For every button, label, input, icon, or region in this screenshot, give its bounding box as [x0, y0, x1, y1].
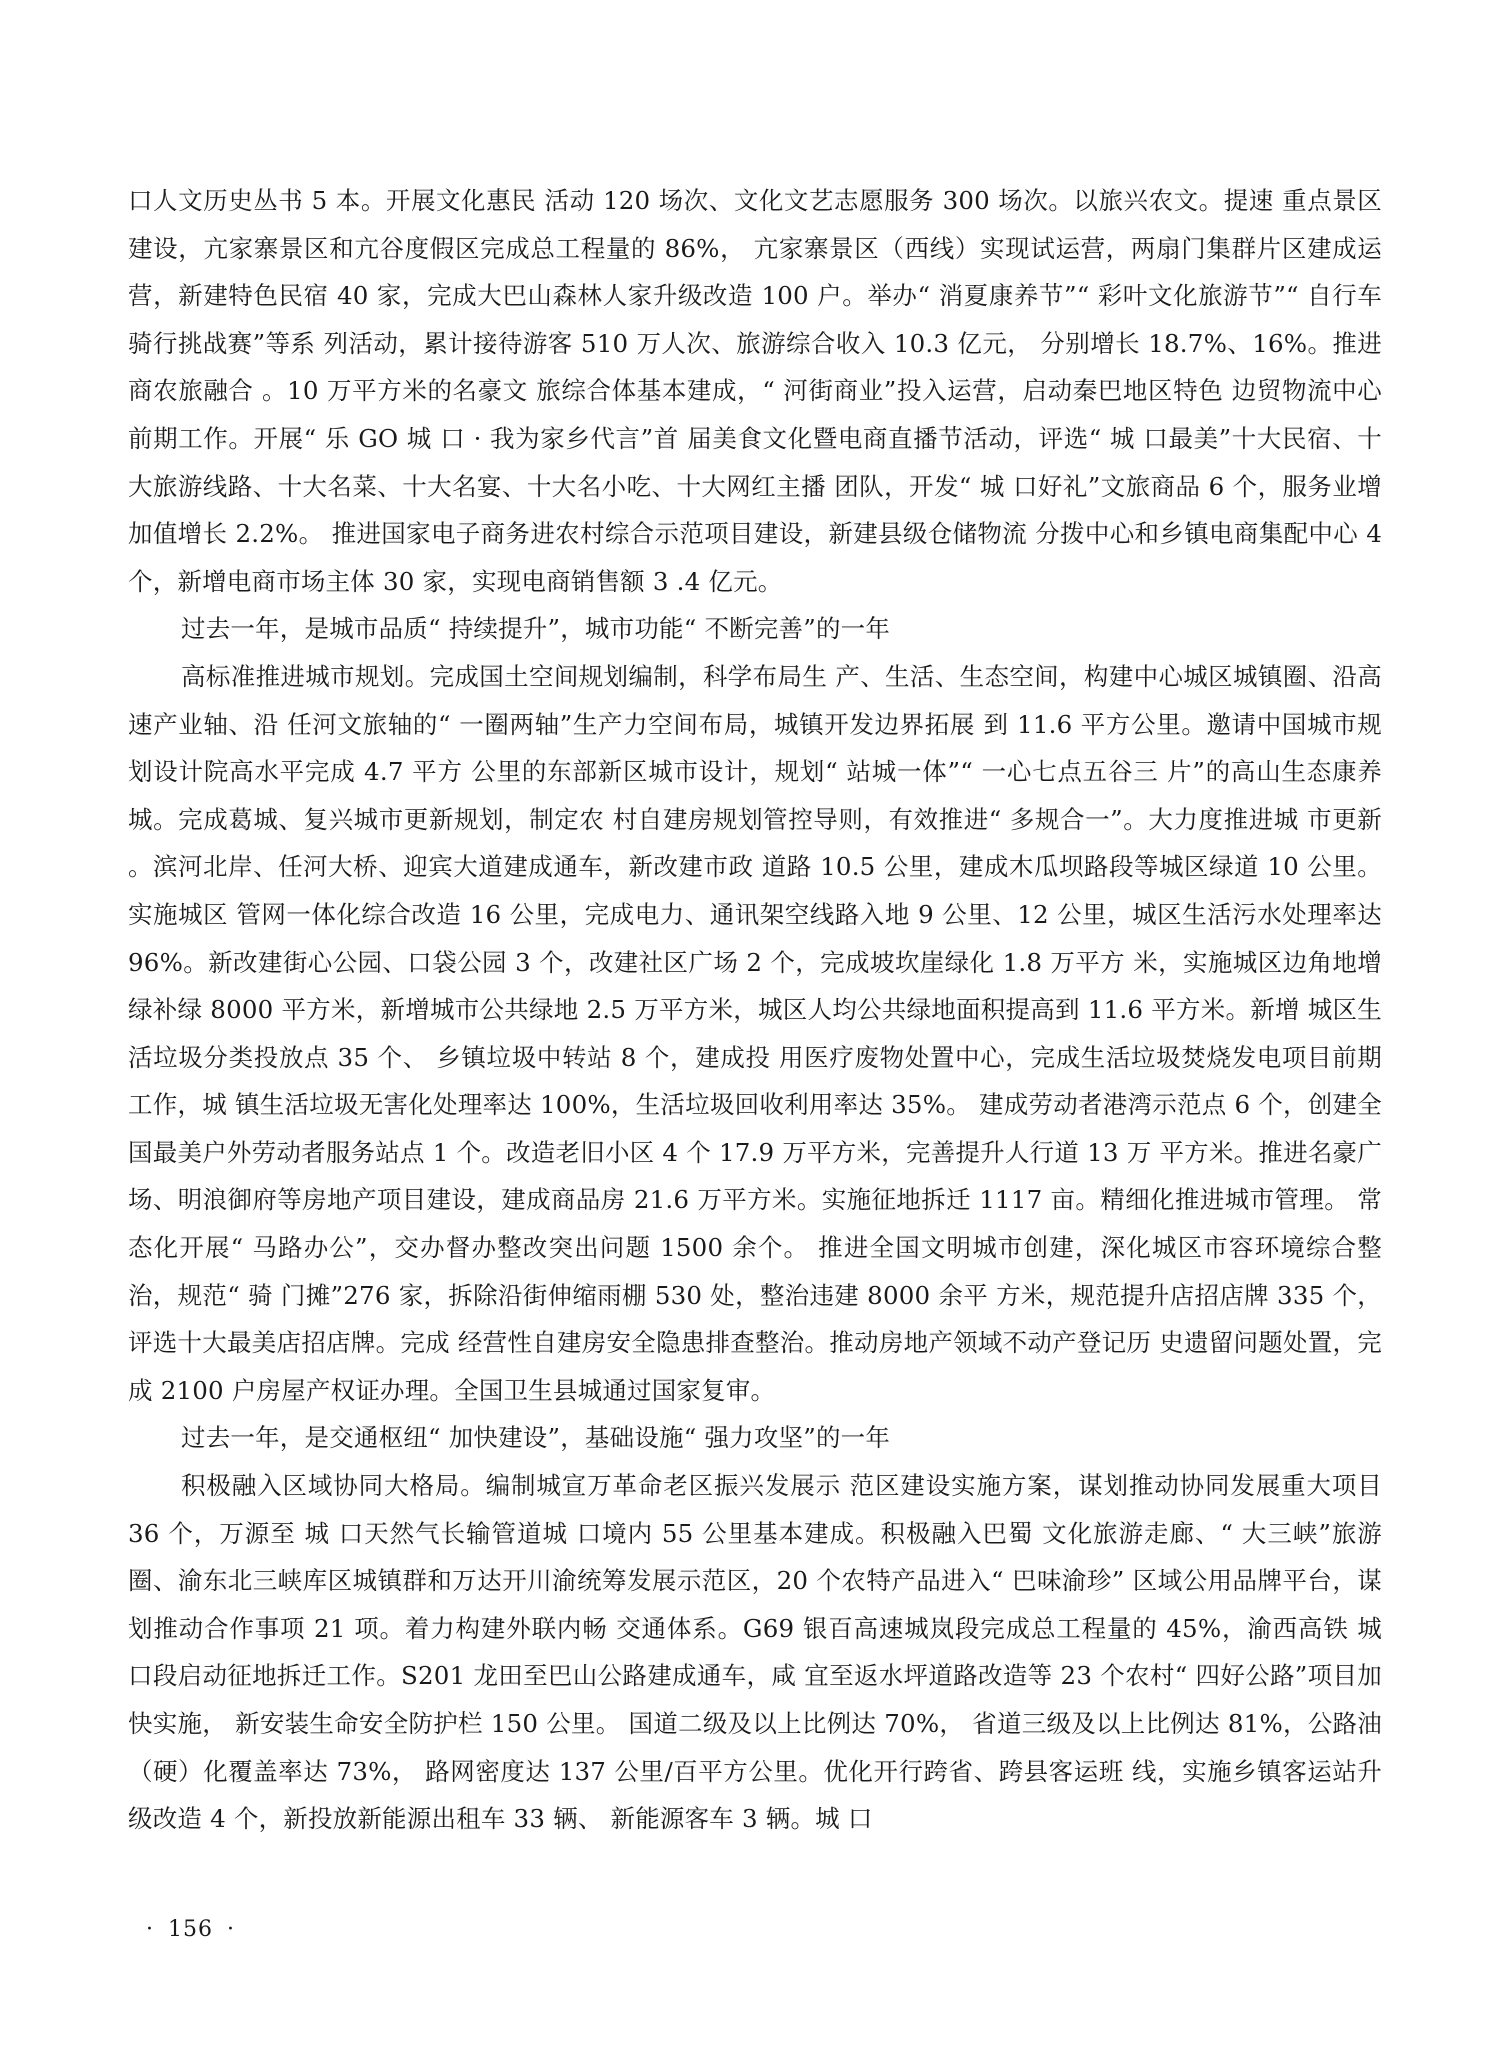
- paragraph-city-planning: 高标准推进城市规划。完成国土空间规划编制，科学布局生 产、生活、生态空间，构建中心城区城镇圈、沿高速产业轴、沿 任河文旅轴的“ 一圈两轴”生产力空间布局，城镇开发边界拓展 到 11.6 平方公里。邀请中国城市规划设计院高水平完成 4.7 平方 公里的东部新区城市设计，规划“ 站城一体”“ 一心七点五谷三 片”的高山生态康养城。完成葛城、复兴城市更新规划，制定农 村自建房规划管控导则，有效推进“ 多规合一”。大力度推进城 市更新 。滨河北岸、任河大桥、迎宾大道建成通车，新改建市政 道路 10.5 公里，建成木瓜坝路段等城区绿道 10 公里。实施城区 管网一体化综合改造 16 公里，完成电力、通讯架空线路入地 9 公里、12 公里，城区生活污水处理率达 96%。新改建街心公园、口袋公园 3 个，改建社区广场 2 个，完成坡坎崖绿化 1.8 万平方 米，实施城区边角地增绿补绿 8000 平方米，新增城市公共绿地 2.5 万平方米，城区人均公共绿地面积提高到 11.6 平方米。新增 城区生活垃圾分类投放点 35 个、 乡镇垃圾中转站 8 个，建成投 用医疗废物处置中心，完成生活垃圾焚烧发电项目前期工作，城 镇生活垃圾无害化处理率达 100%，生活垃圾回收利用率达 35%。 建成劳动者港湾示范点 6 个，创建全国最美户外劳动者服务站点 1 个。改造老旧小区 4 个 17.9 万平方米，完善提升人行道 13 万 平方米。推进名豪广场、明浪御府等房地产项目建设，建成商品房 21.6 万平方米。实施征地拆迁 1117 亩。精细化推进城市管理。 常态化开展“ 马路办公”，交办督办整改突出问题 1500 余个。 推进全国文明城市创建，深化城区市容环境综合整治，规范“ 骑 门摊”276 家，拆除沿街伸缩雨棚 530 处，整治违建 8000 余平 方米，规范提升店招店牌 335 个，评选十大最美店招店牌。完成 经营性自建房安全隐患排查整治。推动房地产领域不动产登记历 史遗留问题处置，完成 2100 户房屋产权证办理。全国卫生县城通过国家复审。: [128, 661, 1382, 1405]
- document-body: [128, 177, 1382, 1843]
- page-number-dot-left: ·: [146, 1917, 154, 1942]
- heading-transport-hub: 过去一年，是交通枢纽“ 加快建设”，基础设施“ 强力攻坚”的一年: [181, 1423, 891, 1453]
- page-number-value: 156: [168, 1917, 213, 1942]
- page-number: [132, 1917, 249, 1942]
- paragraph-regional-coordination: 积极融入区域协同大格局。编制城宣万革命老区振兴发展示 范区建设实施方案，谋划推动协同发展重大项目 36 个，万源至 城 口天然气长输管道城 口境内 55 公里基本建成。积极融入巴蜀 文化旅游走廊、“ 大三峡”旅游圈、渝东北三峡库区城镇群和万达开川渝统筹发展示范区，20 个农特产品进入“ 巴味渝珍” 区域公用品牌平台，谋划推动合作事项 21 项。着力构建外联内畅 交通体系。G69 银百高速城岚段完成总工程量的 45%，渝西高铁 城 口段启动征地拆迁工作。S201 龙田至巴山公路建成通车，咸 宜至返水坪道路改造等 23 个农村“ 四好公路”项目加快实施， 新安装生命安全防护栏 150 公里。 国道二级及以上比例达 70%， 省道三级及以上比例达 81%，公路油（硬）化覆盖率达 73%， 路网密度达 137 公里/百平方公里。优化开行跨省、跨县客运班 线，实施乡镇客运站升级改造 4 个，新投放新能源出租车 33 辆、 新能源客车 3 辆。城 口: [128, 1471, 1382, 1834]
- paragraph-culture-tourism: 口人文历史丛书 5 本。开展文化惠民 活动 120 场次、文化文艺志愿服务 300 场次。以旅兴农文。提速 重点景区建设，亢家寨景区和亢谷度假区完成总工程量的 86%， 亢家寨景区（西线）实现试运营，两扇门集群片区建成运营，新建特色民宿 40 家，完成大巴山森林人家升级改造 100 户。举办“ 消夏康养节”“ 彩叶文化旅游节”“ 自行车骑行挑战赛”等系 列活动，累计接待游客 510 万人次、旅游综合收入 10.3 亿元， 分别增长 18.7%、16%。推进商农旅融合 。10 万平方米的名豪文 旅综合体基本建成，“ 河街商业”投入运营，启动秦巴地区特色 边贸物流中心前期工作。开展“ 乐 GO 城 口 · 我为家乡代言”首 届美食文化暨电商直播节活动，评选“ 城 口最美”十大民宿、十 大旅游线路、十大名菜、十大名宴、十大名小吃、十大网红主播 团队，开发“ 城 口好礼”文旅商品 6 个，服务业增加值增长 2.2%。 推进国家电子商务进农村综合示范项目建设，新建县级仓储物流 分拨中心和乡镇电商集配中心 4 个，新增电商市场主体 30 家，实现电商销售额 3 .4 亿元。: [128, 186, 1382, 596]
- page-number-dot-right: ·: [227, 1917, 235, 1942]
- heading-city-quality: 过去一年，是城市品质“ 持续提升”，城市功能“ 不断完善”的一年: [181, 614, 891, 644]
